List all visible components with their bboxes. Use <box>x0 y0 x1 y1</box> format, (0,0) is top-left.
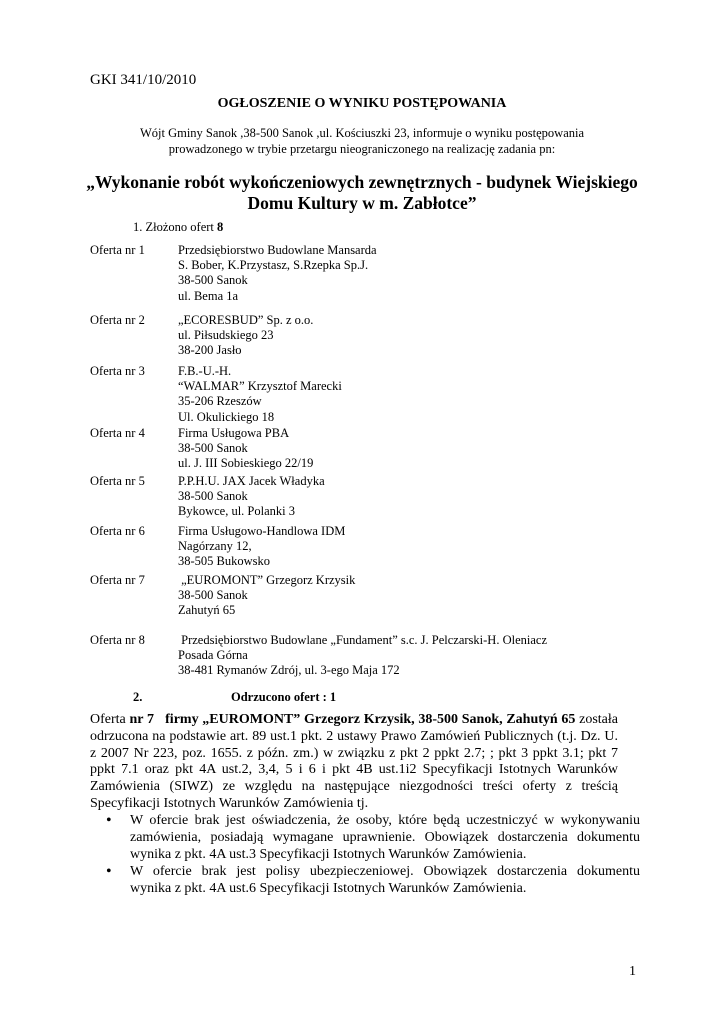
intro-line-2: prowadzonego w trybie przetargu nieograniczonego na realizację zadania pn: <box>168 142 556 156</box>
offer-line: ul. Piłsudskiego 23 <box>178 328 274 343</box>
rejection-line-1 <box>90 712 618 729</box>
offer-label: Oferta nr 1 <box>90 243 145 257</box>
offer-label: Oferta nr 7 <box>90 573 145 587</box>
bullet-item <box>130 864 640 898</box>
offer-line: 38-200 Jasło <box>178 343 242 358</box>
bullet-line: zamówienia, posiadają wymagane uprawnienie. Obowiązek dostarczenia dokumentu <box>130 829 640 845</box>
offer-line: 38-500 Sanok <box>178 441 248 456</box>
rejection-line-4: ppkt 7.1 oraz pkt 4A ust.2, 3,4, 5 i 6 i pkt 4B ust.1i2 Specyfikacji Istotnych Warunków <box>90 762 618 778</box>
offer-line: „ECORESBUD” Sp. z o.o. <box>178 313 314 327</box>
offer-label: Oferta nr 4 <box>90 426 145 440</box>
offers-submitted-label: 1. Złożono ofert <box>133 220 218 234</box>
offer-line: Nagórzany 12, <box>178 539 252 554</box>
bullet-line: wynika z pkt. 4A ust.3 Specyfikacji Istotnych Warunków Zamówienia. <box>130 846 527 862</box>
rejection-line-5: Zamówienia (SIWZ) ze względu na następujące niezgodności treści oferty z treścią <box>90 779 618 795</box>
offer-line: 38-500 Sanok <box>178 489 248 504</box>
offer-line: “WALMAR” Krzysztof Marecki <box>178 379 342 394</box>
offer-line: 35-206 Rzeszów <box>178 394 262 409</box>
offer-line: F.B.-U.-H. <box>178 364 232 378</box>
bullet-line: W ofercie brak jest polisy ubezpieczeniowej. Obowiązek dostarczenia dokumentu <box>130 864 640 879</box>
offer-details <box>178 573 355 619</box>
offer-line: Przedsiębiorstwo Budowlane „Fundament” s.c. J. Pelczarski-H. Oleniacz <box>178 633 547 647</box>
bullet-line: wynika z pkt. 4A ust.6 Specyfikacji Istotnych Warunków Zamówienia. <box>130 880 527 896</box>
offer-label: Oferta nr 2 <box>90 313 145 327</box>
rejection-paragraph <box>90 712 618 813</box>
rejection-pre: Oferta <box>90 712 130 727</box>
offer-line: Posada Górna <box>178 648 248 663</box>
offers-submitted <box>133 220 223 235</box>
bullet-line: W ofercie brak jest oświadczenia, że osoby, które będą uczestniczyć w wykonywaniu <box>130 813 640 828</box>
offer-line: 38-481 Rymanów Zdrój, ul. 3-ego Maja 172 <box>178 663 400 678</box>
offer-line: 38-500 Sanok <box>178 588 248 603</box>
offers-submitted-count: 8 <box>217 220 224 234</box>
offer-line: Ul. Okulickiego 18 <box>178 409 275 424</box>
rejection-firm: firmy „EUROMONT” Grzegorz Krzysik, 38-500 Sanok, Zahutyń 65 <box>165 712 576 727</box>
page-number: 1 <box>629 964 636 979</box>
rejection-post: została <box>575 712 618 727</box>
offer-line: Zahutyń 65 <box>178 603 236 618</box>
offer-label: Oferta nr 8 <box>90 633 145 647</box>
offer-line: 38-500 Sanok <box>178 273 248 288</box>
offer-label: Oferta nr 5 <box>90 474 145 488</box>
document-title: OGŁOSZENIE O WYNIKU POSTĘPOWANIA <box>217 96 507 111</box>
offer-line: S. Bober, K.Przystasz, S.Rzepka Sp.J. <box>178 258 369 273</box>
rejection-line-2: odrzucona na podstawie art. 89 ust.1 pkt. 2 ustawy Prawo Zamówień Publicznych (t.j. Dz. U. <box>90 728 618 744</box>
rejection-line-3: z 2007 Nr 223, poz. 1655. z późn. zm.) w związku z pkt 2 ppkt 2.7; ; pkt 3 ppkt 3.1; pkt 7 <box>90 745 618 761</box>
offer-line: P.P.H.U. JAX Jacek Władyka <box>178 474 325 488</box>
offer-line: „EUROMONT” Grzegorz Krzysik <box>178 573 356 587</box>
offer-line: Bykowce, ul. Polanki 3 <box>178 504 296 519</box>
offer-details <box>178 313 313 359</box>
rejection-line-6: Specyfikacji Istotnych Warunków Zamówienia tj. <box>90 795 369 811</box>
offer-details <box>178 426 313 472</box>
bullet-icon: • <box>106 863 112 880</box>
offer-line: Firma Usługowo-Handlowa IDM <box>178 524 346 538</box>
section-2-number: 2. <box>133 690 143 704</box>
bullet-icon: • <box>106 812 112 829</box>
offer-label: Oferta nr 3 <box>90 364 145 378</box>
offer-line: 38-505 Bukowsko <box>178 554 271 569</box>
intro-line-1: Wójt Gminy Sanok ,38-500 Sanok ,ul. Kościuszki 23, informuje o wyniku postępowania <box>139 126 585 140</box>
offer-details <box>178 633 547 679</box>
rejection-offer-number: nr 7 <box>129 712 154 727</box>
offer-details <box>178 524 345 570</box>
document-reference: GKI 341/10/2010 <box>90 72 197 88</box>
offer-details <box>178 474 325 520</box>
bullet-item <box>130 813 640 863</box>
task-title-line-2: Domu Kultury w m. Zabłotce” <box>247 193 477 213</box>
offer-line: Przedsiębiorstwo Budowlane Mansarda <box>178 243 377 257</box>
section-2-heading: Odrzucono ofert : 1 <box>231 690 337 704</box>
offer-details <box>178 243 377 304</box>
offer-line: ul. Bema 1a <box>178 288 239 303</box>
offer-details <box>178 364 342 425</box>
offer-line: Firma Usługowa PBA <box>178 426 290 440</box>
offer-label: Oferta nr 6 <box>90 524 145 538</box>
task-title-line-1: „Wykonanie robót wykończeniowych zewnętrznych - budynek Wiejskiego <box>86 172 638 192</box>
offer-line: ul. J. III Sobieskiego 22/19 <box>178 456 314 471</box>
